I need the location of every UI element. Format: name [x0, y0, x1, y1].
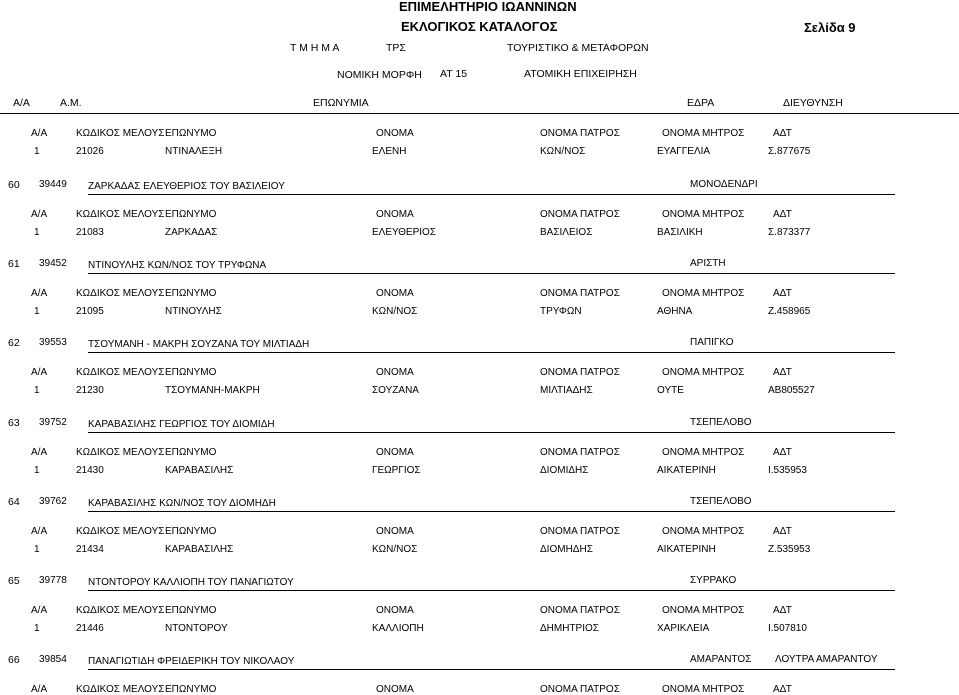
member-adt: Ζ.458965 [768, 306, 811, 317]
catalog-title: ΕΚΛΟΓΙΚΟΣ ΚΑΤΑΛΟΓΟΣ [401, 19, 558, 34]
entry-edra: ΜΟΝΟΔΕΝΔΡΙ [690, 179, 758, 190]
member-code: 21230 [76, 385, 104, 396]
entry-eponymia: ΖΑΡΚΑΔΑΣ ΕΛΕΥΘΕΡΙΟΣ ΤΟΥ ΒΑΣΙΛΕΙΟΥ [88, 181, 285, 192]
sub-col-eponymo: ΕΠΩΝΥΜΟ [165, 288, 217, 299]
member-surname: ΚΑΡΑΒΑΣΙΛΗΣ [165, 544, 234, 555]
member-adt: ΑΒ805527 [768, 385, 815, 396]
sub-col-onoma-patros: ΟΝΟΜΑ ΠΑΤΡΟΣ [540, 128, 620, 139]
member-mother: ΑΙΚΑΤΕΡΙΝΗ [657, 465, 716, 476]
sub-col-kodikos: ΚΩΔΙΚΟΣ ΜΕΛΟΥΣ [76, 605, 165, 616]
sub-col-onoma-mitros: ΟΝΟΜΑ ΜΗΤΡΟΣ [662, 288, 745, 299]
entry-rule [88, 352, 895, 353]
col-dieuthinsi: ΔΙΕΥΘΥΝΣΗ [783, 97, 843, 109]
sub-col-eponymo: ΕΠΩΝΥΜΟ [165, 447, 217, 458]
entry-eponymia: ΤΣΟΥΜΑΝΗ - ΜΑΚΡΗ ΣΟΥΖΑΝΑ ΤΟΥ ΜΙΛΤΙΑΔΗ [88, 339, 310, 350]
entry-rule [88, 194, 895, 195]
entry-rule [88, 511, 895, 512]
entry-aa: 65 [8, 575, 20, 587]
entry-rule [88, 590, 895, 591]
member-father: ΔΙΟΜΗΔΗΣ [540, 544, 593, 555]
entry-edra: ΑΜΑΡΑΝΤΟΣ [690, 654, 752, 665]
col-am: Α.Μ. [60, 97, 82, 109]
member-adt: Ι.535953 [768, 465, 807, 476]
entry-aa: 63 [8, 417, 20, 429]
sub-col-kodikos: ΚΩΔΙΚΟΣ ΜΕΛΟΥΣ [76, 128, 165, 139]
sub-col-onoma: ΟΝΟΜΑ [376, 128, 414, 139]
member-name: ΕΛΕΥΘΕΡΙΟΣ [372, 227, 436, 238]
sub-col-onoma-mitros: ΟΝΟΜΑ ΜΗΤΡΟΣ [662, 684, 745, 695]
sub-col-aa: Α/Α [31, 209, 48, 220]
entry-dieuthinsi: ΛΟΥΤΡΑ ΑΜΑΡΑΝΤΟΥ [775, 654, 878, 665]
legal-form-code: ΑΤ 15 [440, 68, 468, 80]
member-mother: ΒΑΣΙΛΙΚΗ [657, 227, 703, 238]
member-surname: ΖΑΡΚΑΔΑΣ [165, 227, 218, 238]
member-mother: ΧΑΡΙΚΛΕΙΑ [657, 623, 710, 634]
entry-rule [88, 432, 895, 433]
member-father: ΚΩΝ/ΝΟΣ [540, 146, 586, 157]
sub-col-kodikos: ΚΩΔΙΚΟΣ ΜΕΛΟΥΣ [76, 447, 165, 458]
member-mother: ΕΥΑΓΓΕΛΙΑ [657, 146, 711, 157]
member-name: ΓΕΩΡΓΙΟΣ [372, 465, 421, 476]
member-mother: ΟΥΤΕ [657, 385, 684, 396]
sub-col-eponymo: ΕΠΩΝΥΜΟ [165, 684, 217, 695]
sub-col-kodikos: ΚΩΔΙΚΟΣ ΜΕΛΟΥΣ [76, 367, 165, 378]
member-aa: 1 [34, 623, 40, 634]
member-mother: ΑΙΚΑΤΕΡΙΝΗ [657, 544, 716, 555]
sub-col-kodikos: ΚΩΔΙΚΟΣ ΜΕΛΟΥΣ [76, 288, 165, 299]
sub-col-onoma: ΟΝΟΜΑ [376, 684, 414, 695]
member-aa: 1 [34, 465, 40, 476]
entry-eponymia: ΝΤΙΝΟΥΛΗΣ ΚΩΝ/ΝΟΣ ΤΟΥ ΤΡΥΦΩΝΑ [88, 260, 267, 271]
entry-am: 39778 [39, 575, 67, 586]
tmima-sector: ΤΟΥΡΙΣΤΙΚΟ & ΜΕΤΑΦΟΡΩΝ [507, 42, 649, 54]
sub-col-onoma-patros: ΟΝΟΜΑ ΠΑΤΡΟΣ [540, 447, 620, 458]
entry-edra: ΠΑΠΙΓΚΟ [690, 337, 734, 348]
sub-col-adt: ΑΔΤ [773, 684, 792, 695]
sub-col-onoma: ΟΝΟΜΑ [376, 209, 414, 220]
col-aa: Α/Α [13, 97, 30, 109]
entry-eponymia: ΠΑΝΑΓΙΩΤΙΔΗ ΦΡΕΙΔΕΡΙΚΗ ΤΟΥ ΝΙΚΟΛΑΟΥ [88, 656, 295, 667]
member-father: ΔΗΜΗΤΡΙΟΣ [540, 623, 599, 634]
sub-col-kodikos: ΚΩΔΙΚΟΣ ΜΕΛΟΥΣ [76, 209, 165, 220]
member-surname: ΝΤΙΝΑΛΕΞΗ [165, 146, 223, 157]
member-code: 21430 [76, 465, 104, 476]
member-surname: ΝΤΟΝΤΟΡΟΥ [165, 623, 228, 634]
member-father: ΔΙΟΜΙΔΗΣ [540, 465, 589, 476]
sub-col-eponymo: ΕΠΩΝΥΜΟ [165, 367, 217, 378]
member-code: 21446 [76, 623, 104, 634]
entry-aa: 64 [8, 496, 20, 508]
entry-edra: ΤΣΕΠΕΛΟΒΟ [690, 496, 752, 507]
member-surname: ΚΑΡΑΒΑΣΙΛΗΣ [165, 465, 234, 476]
member-name: ΚΩΝ/ΝΟΣ [372, 544, 418, 555]
member-father: ΤΡΥΦΩΝ [540, 306, 582, 317]
entry-rule [88, 273, 895, 274]
tmima-code: ΤΡΣ [386, 42, 406, 54]
sub-col-aa: Α/Α [31, 605, 48, 616]
sub-col-onoma-mitros: ΟΝΟΜΑ ΜΗΤΡΟΣ [662, 447, 745, 458]
sub-col-onoma-patros: ΟΝΟΜΑ ΠΑΤΡΟΣ [540, 605, 620, 616]
member-mother: ΑΘΗΝΑ [657, 306, 693, 317]
entry-am: 39449 [39, 179, 67, 190]
member-adt: Ι.507810 [768, 623, 807, 634]
sub-col-adt: ΑΔΤ [773, 288, 792, 299]
entry-edra: ΣΥΡΡΑΚΟ [690, 575, 737, 586]
legal-form-value: ΑΤΟΜΙΚΗ ΕΠΙΧΕΙΡΗΣΗ [524, 68, 637, 80]
member-code: 21434 [76, 544, 104, 555]
header-rule [0, 113, 959, 114]
sub-col-adt: ΑΔΤ [773, 605, 792, 616]
sub-col-onoma-patros: ΟΝΟΜΑ ΠΑΤΡΟΣ [540, 684, 620, 695]
member-name: ΚΩΝ/ΝΟΣ [372, 306, 418, 317]
sub-col-eponymo: ΕΠΩΝΥΜΟ [165, 605, 217, 616]
sub-col-onoma-mitros: ΟΝΟΜΑ ΜΗΤΡΟΣ [662, 367, 745, 378]
sub-col-onoma-mitros: ΟΝΟΜΑ ΜΗΤΡΟΣ [662, 605, 745, 616]
entry-aa: 66 [8, 654, 20, 666]
member-adt: Ζ.535953 [768, 544, 811, 555]
sub-col-adt: ΑΔΤ [773, 447, 792, 458]
entry-eponymia: ΚΑΡΑΒΑΣΙΛΗΣ ΓΕΩΡΓΙΟΣ ΤΟΥ ΔΙΟΜΙΔΗ [88, 419, 275, 430]
entry-am: 39854 [39, 654, 67, 665]
sub-col-onoma: ΟΝΟΜΑ [376, 605, 414, 616]
sub-col-kodikos: ΚΩΔΙΚΟΣ ΜΕΛΟΥΣ [76, 526, 165, 537]
entry-am: 39752 [39, 417, 67, 428]
sub-col-kodikos: ΚΩΔΙΚΟΣ ΜΕΛΟΥΣ [76, 684, 165, 695]
sub-col-aa: Α/Α [31, 526, 48, 537]
member-aa: 1 [34, 146, 40, 157]
member-name: ΕΛΕΝΗ [372, 146, 407, 157]
sub-col-onoma-mitros: ΟΝΟΜΑ ΜΗΤΡΟΣ [662, 128, 745, 139]
col-edra: ΕΔΡΑ [687, 97, 715, 109]
sub-col-onoma-patros: ΟΝΟΜΑ ΠΑΤΡΟΣ [540, 367, 620, 378]
member-adt: Σ.873377 [768, 227, 811, 238]
sub-col-onoma-patros: ΟΝΟΜΑ ΠΑΤΡΟΣ [540, 209, 620, 220]
member-surname: ΝΤΙΝΟΥΛΗΣ [165, 306, 222, 317]
sub-col-onoma: ΟΝΟΜΑ [376, 526, 414, 537]
sub-col-onoma: ΟΝΟΜΑ [376, 288, 414, 299]
member-father: ΒΑΣΙΛΕΙΟΣ [540, 227, 593, 238]
entry-eponymia: ΚΑΡΑΒΑΣΙΛΗΣ ΚΩΝ/ΝΟΣ ΤΟΥ ΔΙΟΜΗΔΗ [88, 498, 276, 509]
sub-col-eponymo: ΕΠΩΝΥΜΟ [165, 209, 217, 220]
chamber-title: ΕΠΙΜΕΛΗΤΗΡΙΟ ΙΩΑΝΝΙΝΩΝ [399, 0, 577, 14]
sub-col-adt: ΑΔΤ [773, 526, 792, 537]
entry-am: 39762 [39, 496, 67, 507]
sub-col-onoma-mitros: ΟΝΟΜΑ ΜΗΤΡΟΣ [662, 209, 745, 220]
member-adt: Σ.877675 [768, 146, 811, 157]
entry-am: 39553 [39, 337, 67, 348]
sub-col-eponymo: ΕΠΩΝΥΜΟ [165, 128, 217, 139]
sub-col-onoma-patros: ΟΝΟΜΑ ΠΑΤΡΟΣ [540, 526, 620, 537]
member-aa: 1 [34, 385, 40, 396]
sub-col-eponymo: ΕΠΩΝΥΜΟ [165, 526, 217, 537]
entry-edra: ΑΡΙΣΤΗ [690, 258, 726, 269]
member-code: 21026 [76, 146, 104, 157]
sub-col-aa: Α/Α [31, 288, 48, 299]
sub-col-aa: Α/Α [31, 128, 48, 139]
entry-aa: 62 [8, 337, 20, 349]
sub-col-adt: ΑΔΤ [773, 128, 792, 139]
page-number: Σελίδα 9 [804, 20, 856, 35]
entry-eponymia: ΝΤΟΝΤΟΡΟΥ ΚΑΛΛΙΟΠΗ ΤΟΥ ΠΑΝΑΓΙΩΤΟΥ [88, 577, 294, 588]
sub-col-onoma: ΟΝΟΜΑ [376, 447, 414, 458]
member-code: 21083 [76, 227, 104, 238]
tmima-label: Τ Μ Η Μ Α [290, 42, 340, 54]
member-name: ΚΑΛΛΙΟΠΗ [372, 623, 424, 634]
sub-col-aa: Α/Α [31, 684, 48, 695]
member-aa: 1 [34, 227, 40, 238]
sub-col-onoma-mitros: ΟΝΟΜΑ ΜΗΤΡΟΣ [662, 526, 745, 537]
member-surname: ΤΣΟΥΜΑΝΗ-ΜΑΚΡΗ [165, 385, 260, 396]
sub-col-aa: Α/Α [31, 367, 48, 378]
member-aa: 1 [34, 544, 40, 555]
col-eponymia: ΕΠΩΝΥΜΙΑ [313, 97, 369, 109]
sub-col-aa: Α/Α [31, 447, 48, 458]
member-father: ΜΙΛΤΙΑΔΗΣ [540, 385, 593, 396]
sub-col-onoma: ΟΝΟΜΑ [376, 367, 414, 378]
member-aa: 1 [34, 306, 40, 317]
member-code: 21095 [76, 306, 104, 317]
entry-aa: 60 [8, 179, 20, 191]
entry-rule [88, 669, 895, 670]
sub-col-onoma-patros: ΟΝΟΜΑ ΠΑΤΡΟΣ [540, 288, 620, 299]
member-name: ΣΟΥΖΑΝΑ [372, 385, 419, 396]
entry-edra: ΤΣΕΠΕΛΟΒΟ [690, 417, 752, 428]
sub-col-adt: ΑΔΤ [773, 367, 792, 378]
entry-am: 39452 [39, 258, 67, 269]
sub-col-adt: ΑΔΤ [773, 209, 792, 220]
entry-aa: 61 [8, 258, 20, 270]
legal-form-label: ΝΟΜΙΚΗ ΜΟΡΦΗ [337, 69, 422, 81]
